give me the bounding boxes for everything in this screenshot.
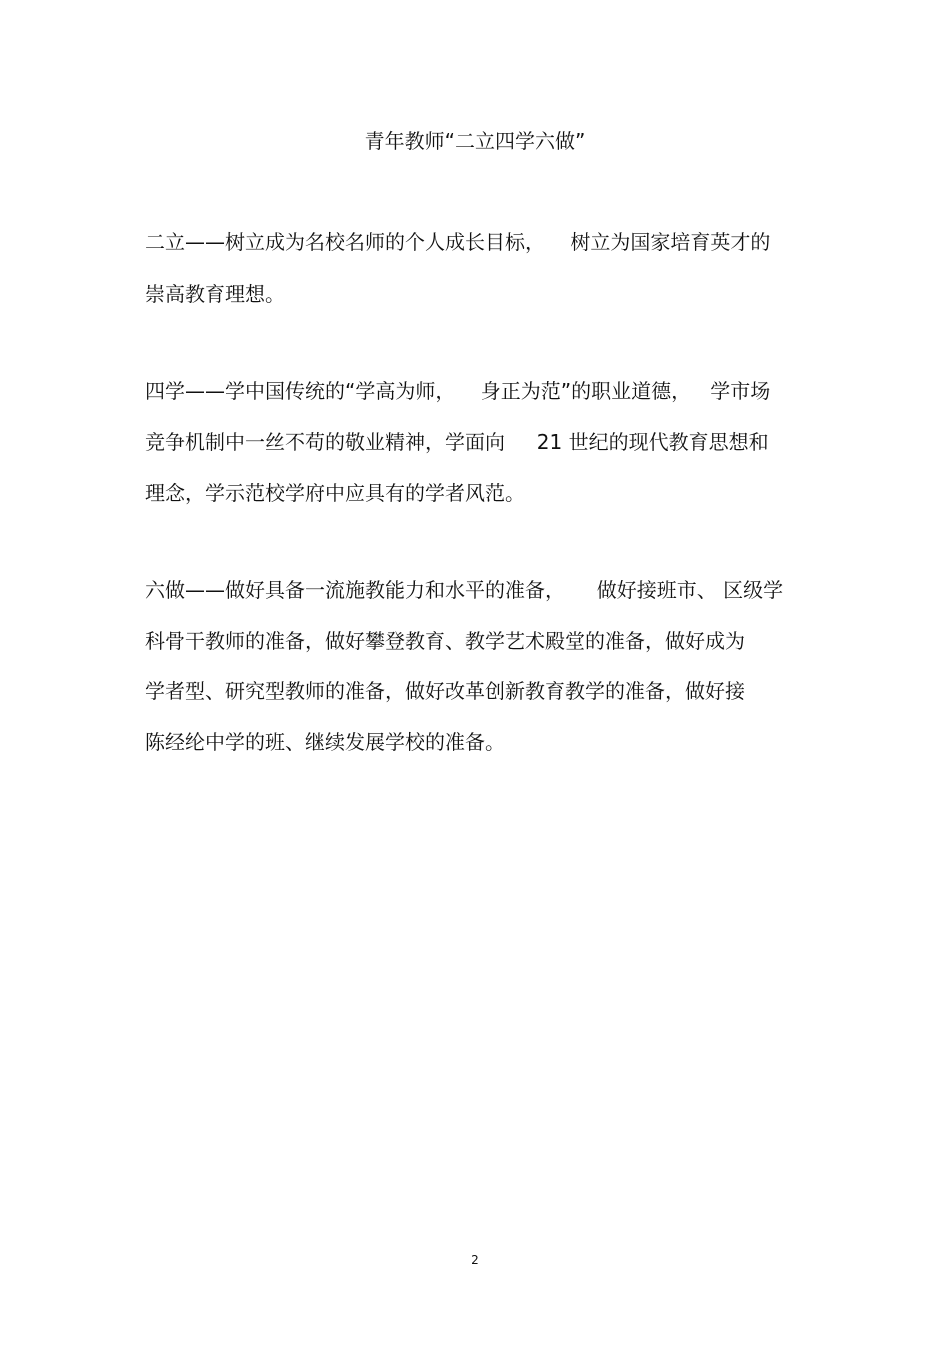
section-er-li-line-2: 崇高教育理想。 (145, 282, 285, 306)
section-liu-zuo-line-1: 六做——做好具备一流施教能力和水平的准备， 做好接班市、 区级学 (145, 578, 784, 602)
section-er-li-line-1: 二立——树立成为名校名师的个人成长目标， 树立为国家培育英才的 (145, 230, 771, 254)
page-number: 2 (471, 1253, 479, 1267)
section-si-xue-line-3: 理念，学示范校学府中应具有的学者风范。 (145, 481, 525, 505)
section-si-xue-line-2: 竞争机制中一丝不苟的敬业精神，学面向 21 世纪的现代教育思想和 (145, 430, 769, 454)
document-title: 青年教师“二立四学六做” (364, 129, 586, 153)
section-liu-zuo-line-2: 科骨干教师的准备，做好攀登教育、教学艺术殿堂的准备，做好成为 (145, 629, 745, 653)
section-si-xue-line-1: 四学——学中国传统的“学高为师， 身正为范”的职业道德， 学市场 (145, 379, 771, 403)
section-liu-zuo-line-4: 陈经纶中学的班、继续发展学校的准备。 (145, 730, 505, 754)
section-liu-zuo-line-3: 学者型、研究型教师的准备，做好改革创新教育教学的准备，做好接 (145, 679, 745, 703)
